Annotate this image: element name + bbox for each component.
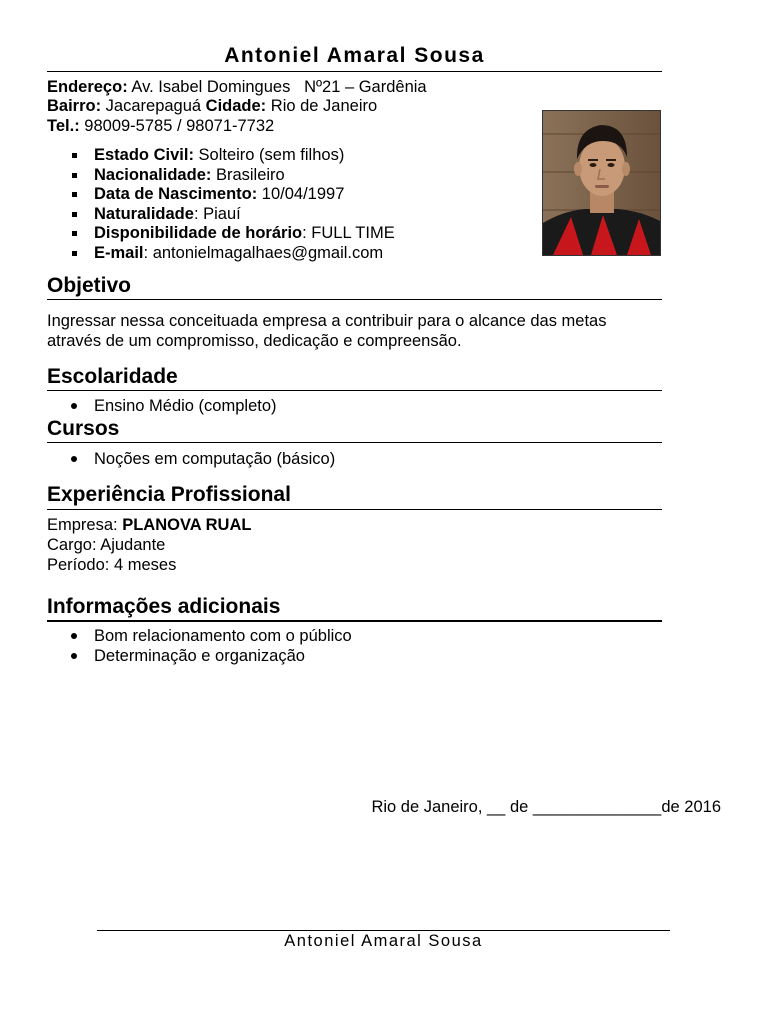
- tel-line: [47, 117, 274, 137]
- list-item: Determinação e organização: [47, 646, 352, 666]
- personal-label: Estado Civil:: [94, 146, 194, 164]
- cursos-list: [47, 449, 335, 469]
- personal-label: Nacionalidade:: [94, 165, 212, 184]
- signature-name: Antoniel Amaral Sousa: [284, 932, 483, 950]
- address-value: Av. Isabel Domingues Nº21 – Gardênia: [127, 78, 427, 96]
- empresa-label: Empresa:: [47, 516, 123, 534]
- personal-label: Data de Nascimento:: [94, 185, 258, 204]
- address-line: [47, 78, 427, 98]
- bairro-label: Bairro:: [47, 97, 102, 115]
- section-divider: [47, 442, 662, 443]
- personal-info-list: [47, 146, 395, 264]
- section-title-escolaridade: Escolaridade: [47, 365, 178, 388]
- list-item: Noções em computação (básico): [47, 449, 335, 469]
- periodo-line: Período: 4 meses: [47, 556, 177, 574]
- address-label: Endereço:: [47, 78, 128, 96]
- escolaridade-list: [47, 396, 277, 416]
- list-item: [47, 166, 395, 186]
- objective-text: [47, 312, 687, 351]
- tel-value: 98009-5785 / 98071-7732: [79, 117, 275, 135]
- email-value: : antonielmagalhaes@gmail.com: [143, 243, 384, 262]
- personal-value: Brasileiro: [211, 165, 285, 184]
- personal-label: E-mail: [94, 243, 144, 262]
- profile-photo: [542, 110, 661, 256]
- personal-value: 10/04/1997: [257, 185, 345, 204]
- cidade-value: Rio de Janeiro: [266, 97, 378, 115]
- list-item: Bom relacionamento com o público: [47, 626, 352, 646]
- bairro-value: Jacarepaguá: [101, 97, 206, 115]
- list-item: [47, 185, 395, 205]
- list-item: [47, 205, 395, 225]
- section-title-cursos: Cursos: [47, 417, 120, 440]
- personal-value: : FULL TIME: [302, 224, 395, 243]
- empresa-value: PLANOVA RUAL: [122, 516, 252, 534]
- section-title-adicionais: Informações adicionais: [47, 595, 281, 618]
- personal-label: Disponibilidade de horário: [94, 224, 303, 243]
- resume-name: Antoniel Amaral Sousa: [224, 44, 485, 67]
- adicionais-list: [47, 626, 352, 666]
- section-title-experiencia: Experiência Profissional: [47, 483, 291, 506]
- personal-value: : Piauí: [193, 204, 241, 223]
- person-portrait-icon: [543, 111, 660, 255]
- list-item: [47, 224, 395, 244]
- section-divider: [47, 620, 662, 622]
- section-divider: [47, 299, 662, 300]
- list-item: [47, 244, 395, 264]
- personal-value: Solteiro (sem filhos): [193, 146, 345, 164]
- section-divider: [47, 390, 662, 391]
- cargo-line: Cargo: Ajudante: [47, 536, 166, 554]
- empresa-line: [47, 516, 251, 536]
- section-title-objetivo: Objetivo: [47, 274, 132, 297]
- header-divider: [47, 71, 662, 72]
- date-line: Rio de Janeiro, __ de ______________de 2016: [371, 798, 721, 816]
- list-item: Ensino Médio (completo): [47, 396, 277, 416]
- objective-line: através de um compromisso, dedicação e compreensão.: [47, 331, 462, 350]
- list-item: [47, 146, 395, 166]
- objective-line: Ingressar nessa conceituada empresa a contribuir para o alcance das metas: [47, 312, 607, 330]
- tel-label: Tel.:: [47, 117, 80, 135]
- personal-label: Naturalidade: [94, 204, 194, 223]
- bairro-line: [47, 97, 377, 117]
- cidade-label: Cidade:: [205, 97, 267, 115]
- section-divider: [47, 509, 662, 510]
